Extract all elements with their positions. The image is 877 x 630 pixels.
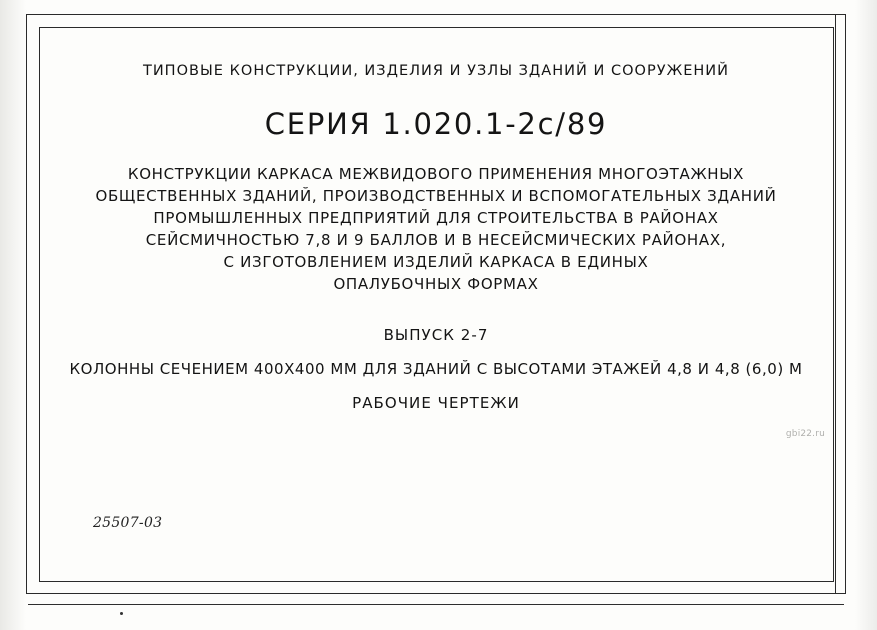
description-line: ОБЩЕСТВЕННЫХ ЗДАНИЙ, ПРОИЗВОДСТВЕННЫХ И ВСПОМОГАТЕЛЬНЫХ ЗДАНИЙ: [95, 187, 777, 205]
scan-edge-left: [0, 0, 26, 630]
bottom-tick-mark: [120, 612, 123, 615]
series-title: СЕРИЯ 1.020.1-2с/89: [264, 107, 608, 141]
drawing-frame: [26, 14, 846, 594]
watermark: gbi22.ru: [785, 429, 825, 439]
description-block: [27, 163, 845, 295]
title-block-content: [27, 15, 845, 593]
description-line: С ИЗГОТОВЛЕНИЕМ ИЗДЕЛИЙ КАРКАСА В ЕДИНЫХ: [223, 253, 649, 271]
description-line: СЕЙСМИЧНОСТЬЮ 7,8 И 9 БАЛЛОВ И В НЕСЕЙСМИЧЕСКИХ РАЙОНАХ,: [145, 231, 727, 249]
description-line: ПРОМЫШЛЕННЫХ ПРЕДПРИЯТИЙ ДЛЯ СТРОИТЕЛЬСТВА В РАЙОНАХ: [153, 209, 719, 227]
description-line: ОПАЛУБОЧНЫХ ФОРМАХ: [333, 275, 539, 293]
scan-edge-right: [855, 0, 877, 630]
document-header: ТИПОВЫЕ КОНСТРУКЦИИ, ИЗДЕЛИЯ И УЗЛЫ ЗДАНИЙ И СООРУЖЕНИЙ: [142, 63, 730, 79]
archive-stamp-code: 25507-03: [93, 515, 163, 531]
description-line: КОНСТРУКЦИИ КАРКАСА МЕЖВИДОВОГО ПРИМЕНЕНИЯ МНОГОЭТАЖНЫХ: [127, 165, 745, 183]
document-type: РАБОЧИЕ ЧЕРТЕЖИ: [352, 394, 520, 412]
issue-number: ВЫПУСК 2-7: [383, 326, 489, 344]
bottom-rule: [28, 604, 844, 605]
issue-description: КОЛОННЫ СЕЧЕНИЕМ 400Х400 ММ ДЛЯ ЗДАНИЙ С ВЫСОТАМИ ЭТАЖЕЙ 4,8 И 4,8 (6,0) М: [69, 360, 803, 378]
